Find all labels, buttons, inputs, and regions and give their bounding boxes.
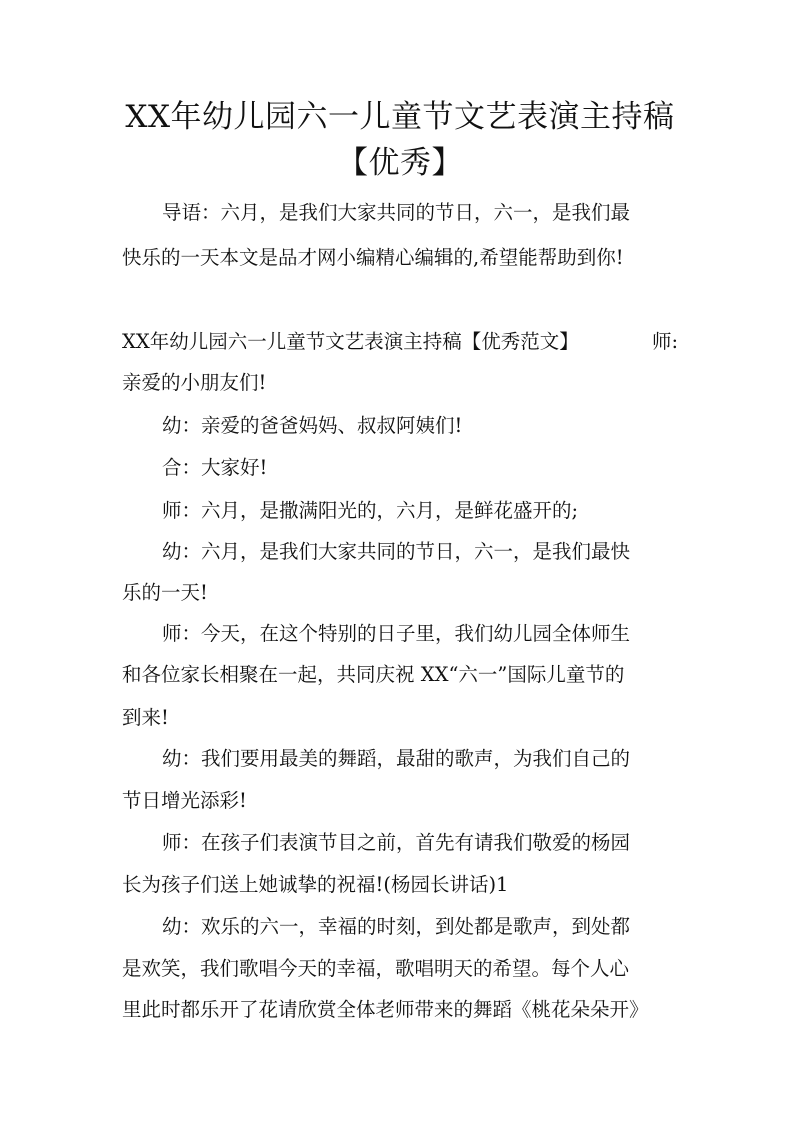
script-line: 师：六月，是撒满阳光的，六月，是鲜花盛开的; bbox=[162, 499, 579, 522]
script-line: 亲爱的小朋友们! bbox=[122, 371, 267, 394]
script-line: 里此时都乐开了花请欣赏全体老师带来的舞蹈《桃花朵朵开》 bbox=[122, 998, 649, 1021]
document-title-suffix: 【优秀】 bbox=[337, 145, 463, 181]
script-line: 幼：亲爱的爸爸妈妈、叔叔阿姨们! bbox=[162, 414, 463, 437]
script-line: 长为孩子们送上她诚挚的祝福!(杨园长讲话)1 bbox=[122, 873, 509, 896]
intro-paragraph-line: 导语：六月，是我们大家共同的节日，六一，是我们最 bbox=[162, 201, 631, 224]
script-line: 节日增光添彩! bbox=[122, 789, 247, 812]
script-line: 幼：六月，是我们大家共同的节日，六一，是我们最快 bbox=[162, 540, 631, 563]
speaker-label: 师: bbox=[652, 330, 679, 353]
intro-paragraph-line: 快乐的一天本文是品才网小编精心编辑的,希望能帮助到你! bbox=[122, 246, 624, 269]
script-line: 是欢笑，我们歌唱今天的幸福，歌唱明天的希望。每个人心 bbox=[122, 957, 630, 980]
script-line: 合：大家好! bbox=[162, 456, 268, 479]
script-line: 到来! bbox=[122, 706, 169, 729]
script-line: 和各位家长相聚在一起，共同庆祝 XX“六一”国际儿童节的 bbox=[122, 663, 625, 686]
script-line: 幼：欢乐的六一，幸福的时刻，到处都是歌声，到处都 bbox=[162, 915, 631, 938]
script-line: 乐的一天! bbox=[122, 581, 208, 604]
script-line: 师：今天，在这个特别的日子里，我们幼儿园全体师生 bbox=[162, 622, 631, 645]
script-line: 幼：我们要用最美的舞蹈，最甜的歌声，为我们自己的 bbox=[162, 747, 631, 770]
document-title: XX年幼儿园六一儿童节文艺表演主持稿 bbox=[125, 99, 675, 135]
script-line: 师：在孩子们表演节目之前，首先有请我们敬爱的杨园 bbox=[162, 831, 631, 854]
section-heading: XX年幼儿园六一儿童节文艺表演主持稿【优秀范文】 bbox=[122, 330, 579, 353]
